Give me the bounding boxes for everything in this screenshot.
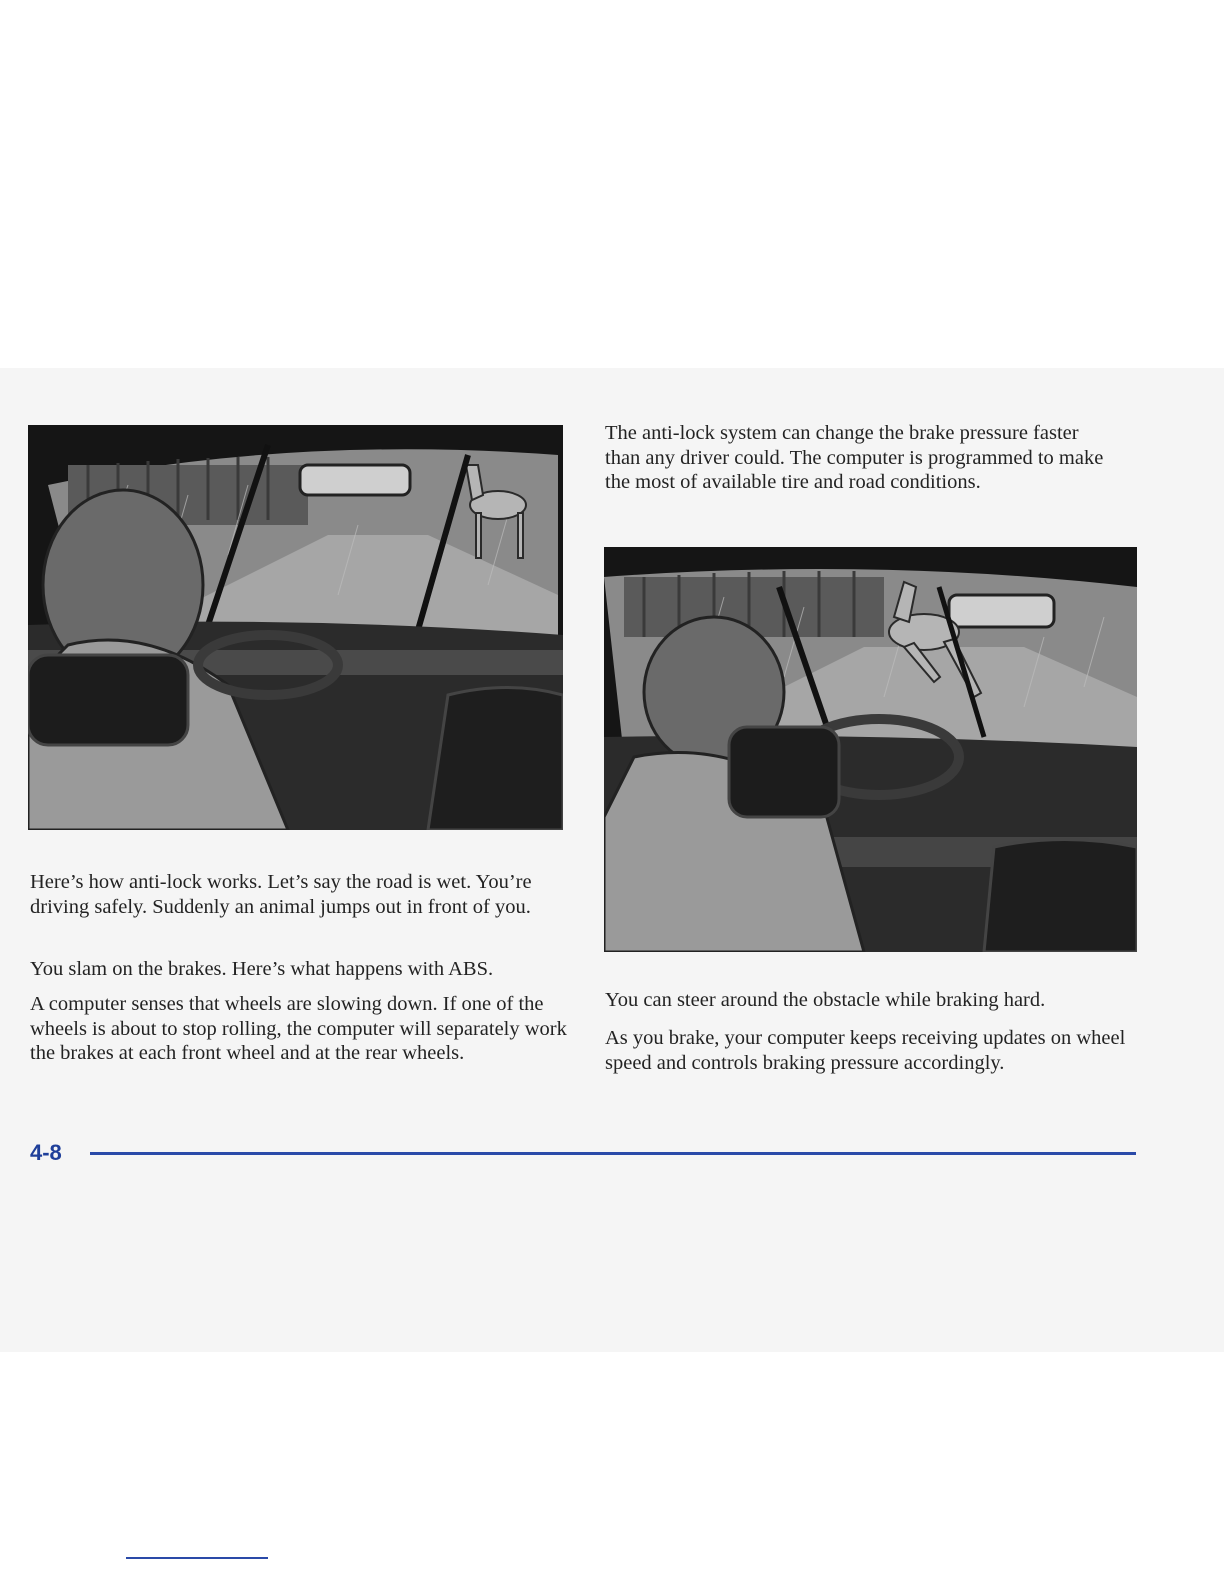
page-number: 4-8 <box>30 1140 62 1165</box>
bottom-rule <box>126 1557 268 1559</box>
illustration-deer-jumps-front-drawing <box>604 547 1137 952</box>
illustration-deer-jumps-front <box>604 547 1137 952</box>
paragraph-slam-brakes: You slam on the brakes. Here’s what happens with ABS. <box>30 958 494 980</box>
paragraph-computer-senses: A computer senses that wheels are slowing down. If one of the wheels is about to stop rolling, the computer will separately work the brakes at each front wheel and at the rear wheels. <box>30 993 567 1064</box>
illustration-driver-sees-deer-drawing <box>28 425 563 830</box>
footer-rule <box>90 1152 1136 1155</box>
paragraph-intro: The anti-lock system can change the brake pressure faster than any driver could. The computer is programmed to make the most of available tire and road conditions. <box>605 422 1104 493</box>
paragraph-as-you-brake: As you brake, your computer keeps receiving updates on wheel speed and controls braking pressure accordingly. <box>605 1027 1126 1074</box>
paragraph-steer-around: You can steer around the obstacle while braking hard. <box>605 989 1046 1011</box>
illustration-driver-sees-deer <box>28 425 563 830</box>
paragraph-how-it-works: Here’s how anti-lock works. Let’s say the road is wet. You’re driving safely. Suddenly an animal jumps out in front of you. <box>30 871 532 918</box>
